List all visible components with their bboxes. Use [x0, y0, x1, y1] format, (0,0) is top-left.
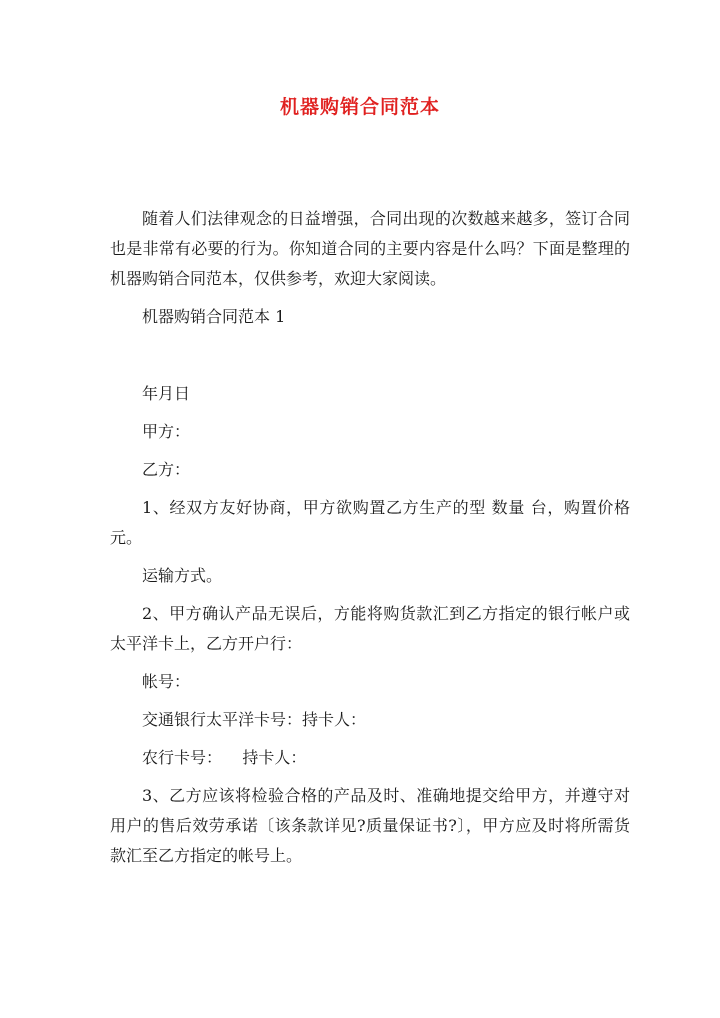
- clause-2: 2、甲方确认产品无误后，方能将购货款汇到乙方指定的银行帐户或太平洋卡上，乙方开户行：: [110, 604, 630, 653]
- party-b-line: 乙方：: [142, 460, 191, 479]
- document-body: [110, 204, 636, 879]
- clause-1: 1、经双方友好协商，甲方欲购置乙方生产的型 数量 台，购置价格 元。: [110, 498, 636, 547]
- document-title: 机器购销合同范本: [279, 96, 440, 118]
- party-a-line: 甲方：: [142, 422, 191, 441]
- intro-paragraph: 随着人们法律观念的日益增强，合同出现的次数越来越多，签订合同也是非常有必要的行为。你知道合同的主要内容是什么吗？下面是整理的机器购销合同范本，仅供参考，欢迎大家阅读。: [110, 209, 630, 288]
- bocom-card-line: 交通银行太平洋卡号：持卡人：: [142, 710, 367, 729]
- date-line: 年月日: [142, 384, 191, 403]
- transport-line: 运输方式。: [142, 566, 223, 585]
- section-heading: 机器购销合同范本 1: [142, 307, 286, 326]
- clause-3: 3、乙方应该将检验合格的产品及时、准确地提交给甲方，并遵守对用户的售后效劳承诺〔该条款详见?质量保证书?〕，甲方应及时将所需货款汇至乙方指定的帐号上。: [110, 786, 630, 865]
- account-line: 帐号：: [142, 672, 191, 691]
- blank-gap: [110, 340, 630, 379]
- abc-card-line: 农行卡号： 持卡人：: [142, 748, 307, 767]
